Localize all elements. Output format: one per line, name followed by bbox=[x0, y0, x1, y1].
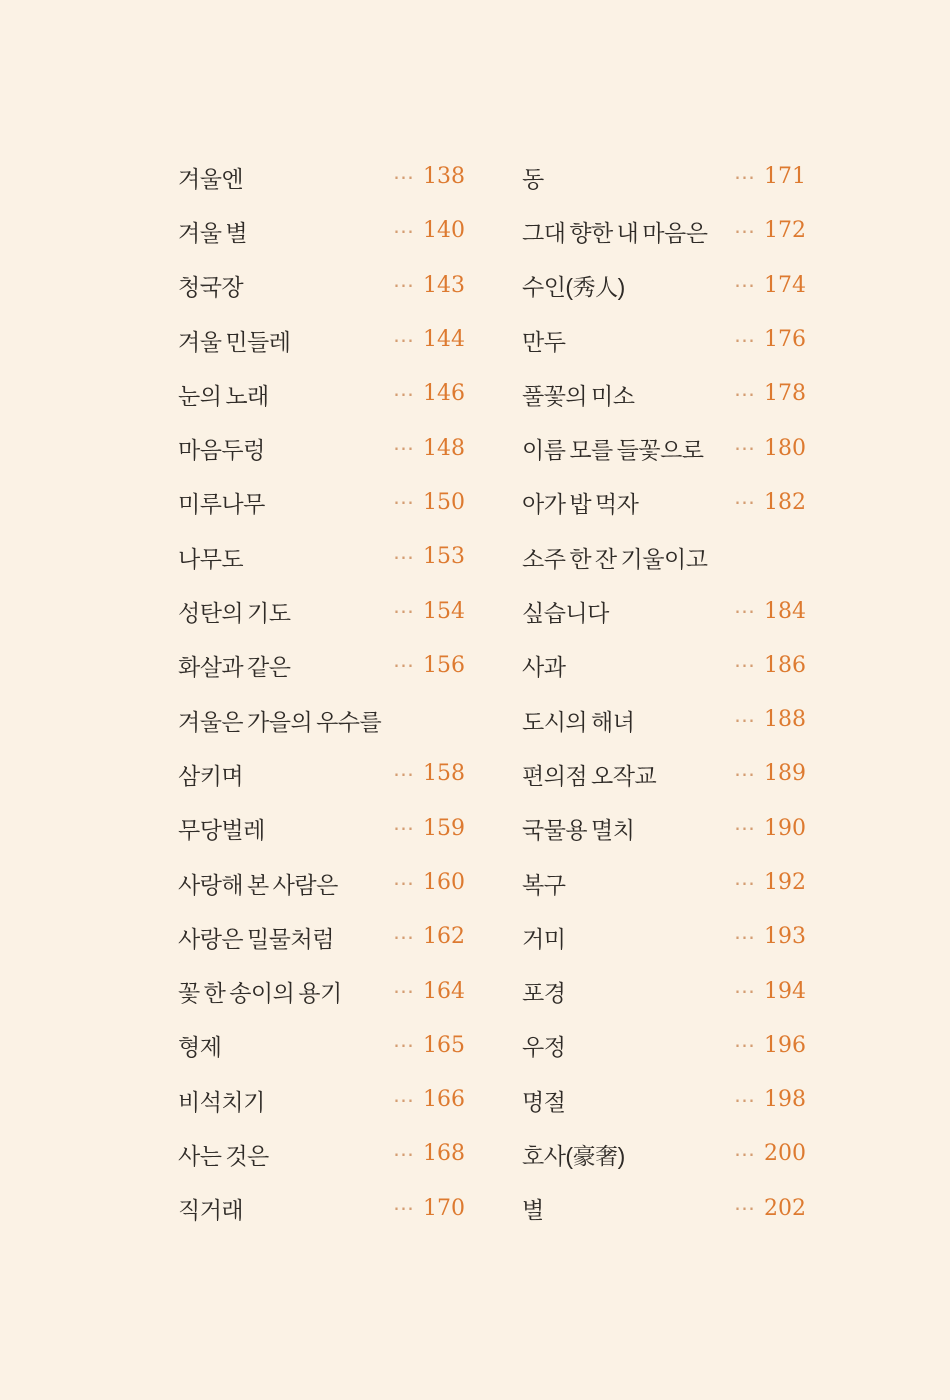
toc-entry-title: 직거래 bbox=[178, 1197, 244, 1224]
toc-entry-title: 형제 bbox=[178, 1034, 222, 1061]
toc-entry-page-group bbox=[734, 1032, 806, 1058]
toc-entry-title: 별 bbox=[522, 1197, 544, 1224]
toc-entry bbox=[522, 584, 806, 638]
toc-column-left bbox=[178, 150, 465, 1236]
toc-entry-title: 소주 한 잔 기울이고 bbox=[522, 545, 708, 572]
toc-entry-page-group bbox=[734, 489, 806, 515]
toc-entry-page-group bbox=[393, 763, 465, 785]
toc-entry-title: 싶습니다 bbox=[522, 600, 609, 627]
toc-entry bbox=[178, 1182, 465, 1236]
toc-entry-page-number: 140 bbox=[423, 218, 465, 244]
dots-leader-icon: ⋯ bbox=[393, 1141, 414, 1166]
toc-entry-page-group bbox=[393, 1032, 465, 1058]
toc-entry-page-number: 168 bbox=[423, 1141, 465, 1167]
dots-leader-icon: ⋯ bbox=[734, 870, 755, 895]
dots-leader-icon: ⋯ bbox=[734, 1196, 755, 1221]
dots-leader-icon: ⋯ bbox=[393, 218, 414, 243]
toc-entry-title: 비석치기 bbox=[178, 1088, 265, 1115]
toc-entry-page-number: 190 bbox=[764, 815, 806, 841]
toc-entry-page-number: 194 bbox=[764, 978, 806, 1004]
toc-entry-page-group bbox=[734, 598, 806, 624]
toc-entry-title: 아가 밥 먹자 bbox=[522, 491, 639, 518]
toc-entry bbox=[178, 639, 465, 693]
dots-leader-icon: ⋯ bbox=[734, 381, 755, 406]
toc-entry-title: 복구 bbox=[522, 871, 566, 898]
toc-entry-page-number: 184 bbox=[764, 598, 806, 624]
toc-entry-title: 풀꽃의 미소 bbox=[522, 382, 635, 409]
dots-leader-icon: ⋯ bbox=[734, 816, 755, 841]
toc-entry-title: 미루나무 bbox=[178, 491, 265, 518]
toc-entry bbox=[522, 204, 806, 258]
toc-entry-page-number: 144 bbox=[423, 327, 465, 353]
toc-entry-page-group bbox=[734, 383, 806, 405]
toc-entry bbox=[178, 259, 465, 313]
toc-entry-page-group bbox=[734, 709, 806, 731]
toc-entry bbox=[522, 259, 806, 313]
toc-entry bbox=[178, 313, 465, 367]
toc-entry-page-group bbox=[734, 652, 806, 678]
toc-entry-title: 사는 것은 bbox=[178, 1142, 269, 1169]
toc-entry-page-number: 159 bbox=[423, 815, 465, 841]
toc-entry-title: 편의점 오작교 bbox=[522, 762, 657, 789]
dots-leader-icon: ⋯ bbox=[734, 218, 755, 243]
toc-entry-page-number: 153 bbox=[423, 544, 465, 570]
toc-entry bbox=[178, 693, 465, 747]
toc-entry bbox=[522, 964, 806, 1018]
toc-entry-page-number: 164 bbox=[423, 978, 465, 1004]
toc-entry bbox=[522, 693, 806, 747]
toc-entry bbox=[522, 1073, 806, 1127]
toc-entry-title: 그대 향한 내 마음은 bbox=[522, 219, 708, 246]
toc-grid bbox=[178, 150, 806, 1236]
toc-entry bbox=[522, 910, 806, 964]
dots-leader-icon: ⋯ bbox=[393, 1196, 414, 1221]
toc-entry bbox=[522, 1019, 806, 1073]
toc-entry-page-group bbox=[393, 978, 465, 1004]
toc-entry-page-group bbox=[393, 329, 465, 351]
toc-entry-page-number: 158 bbox=[423, 761, 465, 787]
dots-leader-icon: ⋯ bbox=[393, 599, 414, 624]
toc-entry bbox=[522, 1182, 806, 1236]
dots-leader-icon: ⋯ bbox=[734, 599, 755, 624]
toc-entry-page-number: 160 bbox=[423, 870, 465, 895]
toc-entry-page-number: 156 bbox=[423, 652, 465, 678]
toc-entry bbox=[178, 964, 465, 1018]
dots-leader-icon: ⋯ bbox=[734, 1033, 755, 1058]
dots-leader-icon: ⋯ bbox=[393, 490, 414, 515]
toc-entry-page-group bbox=[734, 1143, 806, 1165]
toc-entry-page-number: 180 bbox=[764, 435, 806, 461]
toc-entry bbox=[522, 150, 806, 204]
toc-entry-title: 청국장 bbox=[178, 274, 244, 301]
toc-entry bbox=[178, 476, 465, 530]
toc-entry-title: 삼키며 bbox=[178, 762, 244, 789]
dots-leader-icon: ⋯ bbox=[734, 1087, 755, 1112]
toc-column-right bbox=[522, 150, 806, 1236]
toc-entry-page-group bbox=[734, 272, 806, 298]
toc-entry bbox=[178, 1073, 465, 1127]
toc-entry bbox=[178, 856, 465, 910]
toc-entry-page-number: 171 bbox=[764, 164, 806, 190]
toc-entry-page-group bbox=[393, 220, 465, 242]
toc-entry-title: 사과 bbox=[522, 654, 566, 681]
toc-entry-title: 눈의 노래 bbox=[178, 382, 269, 409]
toc-entry-page-number: 172 bbox=[764, 218, 806, 244]
toc-entry-title: 무당벌레 bbox=[178, 817, 265, 844]
toc-entry-page-group bbox=[393, 872, 465, 894]
toc-entry-page-group bbox=[734, 329, 806, 351]
toc-entry-title: 사랑해 본 사람은 bbox=[178, 871, 338, 898]
toc-entry-page-number: 186 bbox=[764, 652, 806, 678]
dots-leader-icon: ⋯ bbox=[734, 1141, 755, 1166]
dots-leader-icon: ⋯ bbox=[734, 653, 755, 678]
dots-leader-icon: ⋯ bbox=[393, 436, 414, 461]
toc-entry bbox=[522, 1127, 806, 1181]
toc-entry-page-group bbox=[393, 546, 465, 568]
toc-entry-title: 겨울은 가을의 우수를 bbox=[178, 708, 382, 735]
toc-entry-page-number: 189 bbox=[764, 761, 806, 787]
toc-entry bbox=[178, 421, 465, 475]
toc-entry-page-group bbox=[393, 383, 465, 405]
toc-entry-title: 화살과 같은 bbox=[178, 654, 291, 681]
dots-leader-icon: ⋯ bbox=[393, 327, 414, 352]
dots-leader-icon: ⋯ bbox=[734, 436, 755, 461]
toc-entry-page-number: 166 bbox=[423, 1087, 465, 1113]
toc-entry bbox=[178, 1019, 465, 1073]
toc-entry bbox=[178, 367, 465, 421]
toc-entry-page-number: 176 bbox=[764, 327, 806, 353]
dots-leader-icon: ⋯ bbox=[393, 544, 414, 569]
toc-entry-title: 우정 bbox=[522, 1034, 566, 1061]
toc-entry-title: 도시의 해녀 bbox=[522, 708, 635, 735]
toc-entry-page-number: 178 bbox=[764, 381, 806, 407]
toc-entry bbox=[522, 530, 806, 584]
toc-entry-page-number: 200 bbox=[764, 1141, 806, 1167]
toc-entry-page-number: 182 bbox=[764, 489, 806, 515]
toc-entry-title: 꽃 한 송이의 용기 bbox=[178, 980, 342, 1007]
toc-entry-page-number: 154 bbox=[423, 598, 465, 624]
dots-leader-icon: ⋯ bbox=[734, 924, 755, 949]
dots-leader-icon: ⋯ bbox=[393, 816, 414, 841]
toc-entry bbox=[178, 530, 465, 584]
toc-entry-title: 겨울 별 bbox=[178, 219, 248, 246]
toc-entry-title: 호사(豪奢) bbox=[522, 1142, 625, 1169]
toc-entry-page-number: 196 bbox=[764, 1032, 806, 1058]
toc-entry bbox=[522, 856, 806, 910]
toc-entry bbox=[178, 204, 465, 258]
toc-entry-page-number: 138 bbox=[423, 164, 465, 190]
toc-entry bbox=[178, 150, 465, 204]
toc-entry-page-group bbox=[393, 1143, 465, 1165]
dots-leader-icon: ⋯ bbox=[393, 924, 414, 949]
toc-entry-page-group bbox=[734, 978, 806, 1004]
dots-leader-icon: ⋯ bbox=[393, 870, 414, 895]
dots-leader-icon: ⋯ bbox=[734, 707, 755, 732]
toc-entry bbox=[522, 367, 806, 421]
toc-entry-title: 만두 bbox=[522, 328, 566, 355]
toc-entry-page-number: 198 bbox=[764, 1087, 806, 1113]
toc-entry-page-number: 165 bbox=[423, 1032, 465, 1058]
toc-entry-page-number: 170 bbox=[423, 1195, 465, 1221]
toc-entry-title: 포경 bbox=[522, 980, 566, 1007]
toc-entry-title: 사랑은 밀물처럼 bbox=[178, 925, 334, 952]
toc-entry-page-group bbox=[393, 598, 465, 624]
dots-leader-icon: ⋯ bbox=[734, 327, 755, 352]
dots-leader-icon: ⋯ bbox=[393, 273, 414, 298]
dots-leader-icon: ⋯ bbox=[734, 761, 755, 786]
toc-entry bbox=[178, 1127, 465, 1181]
toc-entry-title: 명절 bbox=[522, 1088, 566, 1115]
dots-leader-icon: ⋯ bbox=[393, 653, 414, 678]
toc-entry-page-number: 148 bbox=[423, 435, 465, 461]
dots-leader-icon: ⋯ bbox=[393, 164, 414, 189]
toc-entry-page-group bbox=[393, 1195, 465, 1221]
dots-leader-icon: ⋯ bbox=[393, 1033, 414, 1058]
dots-leader-icon: ⋯ bbox=[734, 164, 755, 189]
toc-entry bbox=[522, 747, 806, 801]
toc-entry-page-group bbox=[393, 926, 465, 948]
toc-entry-title: 겨울엔 bbox=[178, 165, 244, 192]
toc-entry-title: 성탄의 기도 bbox=[178, 600, 291, 627]
toc-entry bbox=[178, 802, 465, 856]
toc-entry-page-group bbox=[734, 220, 806, 242]
toc-entry-page-group bbox=[734, 763, 806, 785]
toc-entry-page-group bbox=[734, 1195, 806, 1221]
toc-entry-page-group bbox=[393, 652, 465, 678]
toc-entry-page-group bbox=[734, 1089, 806, 1111]
toc-entry bbox=[522, 476, 806, 530]
toc-entry-page-group bbox=[393, 272, 465, 298]
toc-entry-page-group bbox=[734, 872, 806, 894]
toc-entry-page-group bbox=[734, 435, 806, 461]
toc-entry-page-number: 193 bbox=[764, 924, 806, 950]
toc-entry bbox=[522, 421, 806, 475]
dots-leader-icon: ⋯ bbox=[734, 490, 755, 515]
toc-entry-title: 거미 bbox=[522, 925, 566, 952]
toc-entry-page-number: 202 bbox=[764, 1195, 806, 1221]
toc-entry-page-number: 162 bbox=[423, 924, 465, 950]
toc-entry-page-group bbox=[393, 815, 465, 841]
toc-entry-title: 수인(秀人) bbox=[522, 274, 625, 301]
toc-entry-title: 마음두렁 bbox=[178, 437, 265, 464]
toc-entry-page-group bbox=[734, 926, 806, 948]
toc-entry-page-number: 150 bbox=[423, 489, 465, 515]
toc-entry bbox=[178, 747, 465, 801]
toc-entry-page-number: 192 bbox=[764, 870, 806, 895]
toc-entry-page-group bbox=[393, 435, 465, 461]
toc-entry bbox=[522, 802, 806, 856]
toc-entry bbox=[522, 313, 806, 367]
toc-entry-title: 나무도 bbox=[178, 545, 244, 572]
toc-entry-page-number: 174 bbox=[764, 272, 806, 298]
toc-entry bbox=[178, 584, 465, 638]
toc-entry-title: 동 bbox=[522, 165, 544, 192]
dots-leader-icon: ⋯ bbox=[393, 381, 414, 406]
toc-entry-page-group bbox=[393, 489, 465, 515]
dots-leader-icon: ⋯ bbox=[734, 273, 755, 298]
toc-entry-page-number: 143 bbox=[423, 272, 465, 298]
toc-entry-page-number: 188 bbox=[764, 707, 806, 733]
toc-entry-page-group bbox=[734, 815, 806, 841]
toc-entry-page-group bbox=[393, 166, 465, 188]
toc-entry-title: 겨울 민들레 bbox=[178, 328, 291, 355]
dots-leader-icon: ⋯ bbox=[393, 979, 414, 1004]
toc-entry-title: 국물용 멸치 bbox=[522, 817, 635, 844]
dots-leader-icon: ⋯ bbox=[393, 1087, 414, 1112]
toc-entry-page-number: 146 bbox=[423, 381, 465, 407]
toc-entry bbox=[178, 910, 465, 964]
toc-entry-page-group bbox=[393, 1089, 465, 1111]
dots-leader-icon: ⋯ bbox=[393, 761, 414, 786]
toc-entry-page-group bbox=[734, 166, 806, 188]
toc-entry-title: 이름 모를 들꽃으로 bbox=[522, 437, 704, 464]
dots-leader-icon: ⋯ bbox=[734, 979, 755, 1004]
toc-entry bbox=[522, 639, 806, 693]
